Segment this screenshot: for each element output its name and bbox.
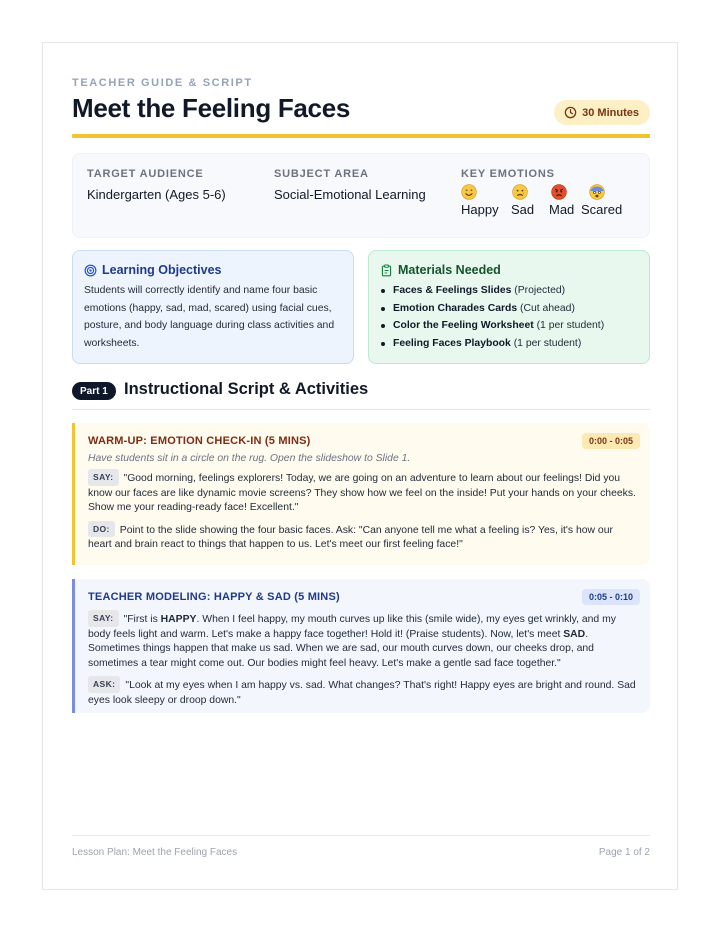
emotion-sad (501, 184, 542, 217)
subject-value: Social-Emotional Learning (274, 187, 426, 202)
objectives-text: Students will correctly identify and name four basic emotions (happy, sad, mad, scared) using facial cues, posture, and body language during class activities and worksheets. (84, 285, 335, 349)
materials-title: Materials Needed (398, 263, 501, 277)
materials-header (380, 263, 638, 277)
part-heading (72, 380, 650, 410)
activity-title: TEACHER MODELING: HAPPY & SAD (5 MINS) (88, 591, 340, 603)
sad-face-emoji (512, 184, 528, 200)
page-footer (72, 835, 650, 858)
emotions-block (461, 168, 628, 217)
say-text-part: . Sometimes things happen that make us sad. When we are sad, our mouth curves down, our cheeks drop, and sometimes a tear might come out. Our bodies might feel heavy. Let's make a gentle sad face together." (88, 628, 594, 669)
emotion-happy-label: Happy (461, 202, 499, 217)
page-title: Meet the Feeling Faces (72, 93, 351, 123)
page-number: Page 1 of 2 (598, 847, 650, 858)
ask-line (88, 676, 639, 708)
eyebrow-label: TEACHER GUIDE & SCRIPT (72, 77, 253, 89)
do-text: Point to the slide showing the four basic faces. Ask: "Can anyone tell me what a feeling is? Yes, it's how our heart and brain react to things that happen to us. Let's meet our first feeling face!" (88, 524, 613, 551)
material-name: Emotion Charades Cards (393, 302, 518, 314)
list-item (380, 300, 638, 318)
subject-block (274, 168, 426, 202)
time-badge: 0:05 - 0:10 (582, 589, 640, 605)
target-icon (84, 264, 97, 277)
audience-label: TARGET AUDIENCE (87, 168, 204, 180)
subject-label: SUBJECT AREA (274, 168, 369, 180)
material-note: (Cut ahead) (517, 302, 575, 314)
emotion-keyword-sad: SAD (563, 628, 586, 640)
say-text: "Good morning, feelings explorers! Today, we are going on an adventure to learn about our feelings! Did you know our faces are like dynamic movie screens? They show how we feel on the inside! Put your hands on your cheeks. Show me your reading-ready face! Excellent." (88, 473, 636, 514)
objectives-header (84, 263, 342, 277)
emotions-list (461, 184, 628, 217)
clipboard-icon (380, 264, 393, 277)
emotion-happy (461, 184, 501, 217)
emotions-label: KEY EMOTIONS (461, 168, 555, 180)
material-note: (1 per student) (533, 320, 605, 332)
emotion-scared (580, 184, 628, 217)
part-title: Instructional Script & Activities (124, 380, 369, 398)
duration-badge (554, 100, 650, 125)
materials-list (380, 282, 638, 352)
materials-card (368, 250, 650, 364)
activity-note: Have students sit in a circle on the rug. Open the slideshow to Slide 1. (88, 453, 411, 464)
say-line (88, 610, 639, 671)
activity-modeling (72, 579, 650, 713)
material-note: (1 per student) (510, 337, 582, 349)
emotion-sad-label: Sad (511, 202, 535, 217)
clock-icon (564, 106, 577, 119)
do-tag: DO: (88, 521, 115, 538)
list-item (380, 317, 638, 335)
page-content (72, 43, 650, 889)
mad-face-emoji (551, 184, 567, 200)
time-badge: 0:00 - 0:05 (582, 433, 640, 449)
duration-text: 30 Minutes (582, 106, 639, 119)
list-item (380, 335, 638, 353)
audience-value: Kindergarten (Ages 5-6) (87, 187, 226, 202)
ask-text: "Look at my eyes when I am happy vs. sad. What changes? That's right! Happy eyes are bright and round. Sad eyes look sleepy or droop down." (88, 680, 636, 706)
lesson-meta-panel (72, 153, 650, 238)
emotion-keyword-happy: HAPPY (160, 614, 197, 625)
scared-face-emoji (589, 184, 605, 200)
do-line (88, 521, 639, 553)
say-text-part: "First is (123, 614, 161, 625)
ask-tag: ASK: (88, 676, 120, 693)
say-line (88, 469, 639, 516)
material-name: Faces & Feelings Slides (393, 285, 512, 296)
material-name: Feeling Faces Playbook (393, 337, 511, 349)
title-divider (72, 134, 650, 138)
material-note: (Projected) (511, 285, 566, 296)
happy-face-emoji (461, 184, 477, 200)
material-name: Color the Feeling Worksheet (393, 320, 534, 332)
say-text-part: . When I feel happy, my mouth curves up like this (smile wide), my eyes get wrinkly, and my body feels light and warm. Let's make a happy face together! Hold it! (Praise students). Now, let's meet (88, 614, 616, 640)
learning-objectives-card (72, 250, 354, 364)
document-page (42, 42, 678, 890)
objectives-title: Learning Objectives (102, 263, 222, 277)
list-item (380, 282, 638, 300)
emotion-mad (542, 184, 580, 217)
activity-title: WARM-UP: EMOTION CHECK-IN (5 MINS) (88, 435, 311, 447)
footer-title: Lesson Plan: Meet the Feeling Faces (72, 847, 238, 858)
say-tag: SAY: (88, 610, 119, 627)
part-badge: Part 1 (72, 382, 116, 400)
activity-warmup (72, 423, 650, 565)
audience-block (87, 168, 226, 202)
say-tag: SAY: (88, 469, 119, 486)
emotion-scared-label: Scared (581, 202, 623, 217)
emotion-mad-label: Mad (549, 202, 575, 217)
